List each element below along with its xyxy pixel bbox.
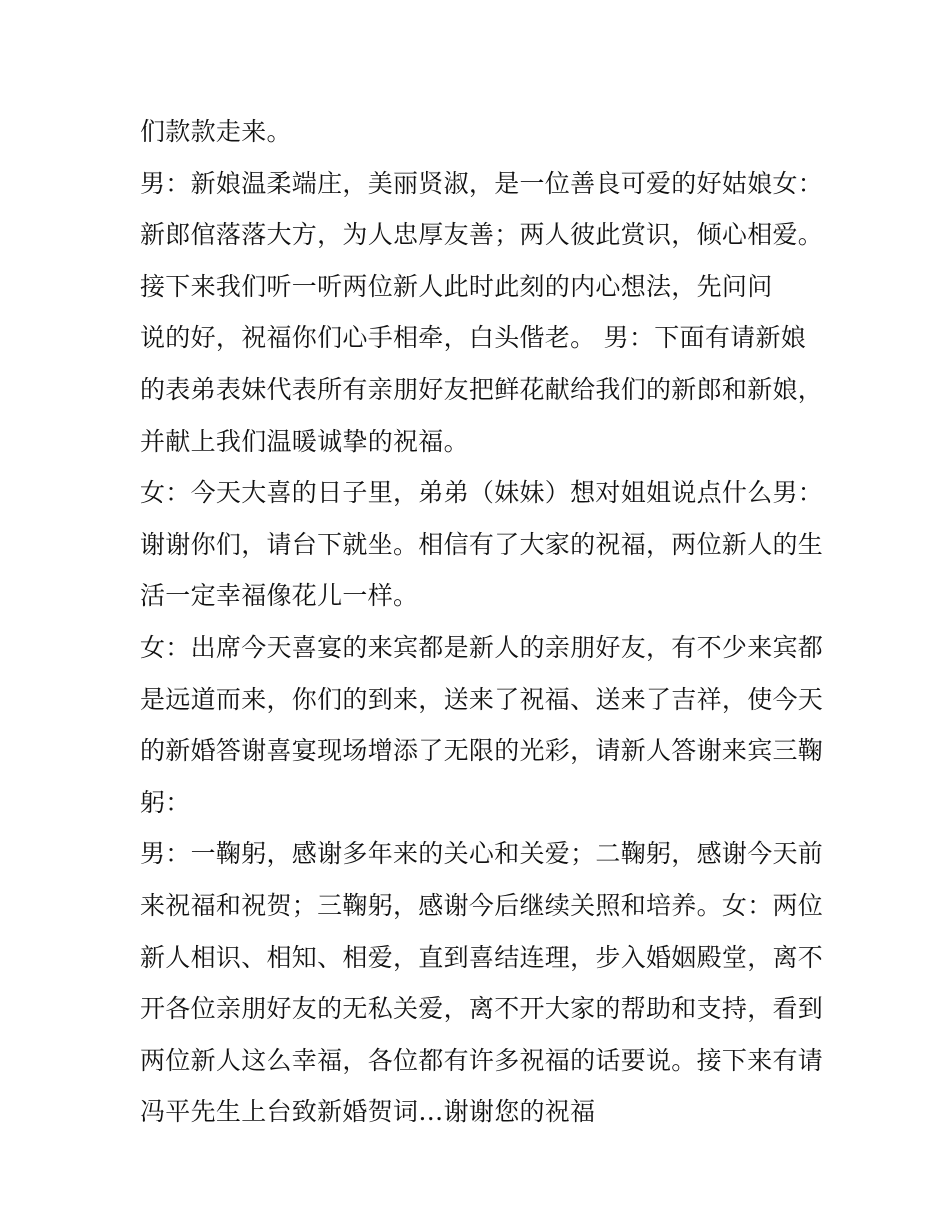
- document-body: [140, 106, 824, 1138]
- text-line: 的表弟表妹代表所有亲朋好友把鲜花献给我们的新郎和新娘，: [140, 374, 824, 404]
- text-line: 女：今天大喜的日子里，弟弟（妹妹）想对姐姐说点什么男：: [140, 478, 824, 508]
- text-line: 女：出席今天喜宴的来宾都是新人的亲朋好友，有不少来宾都: [140, 632, 824, 662]
- text-line: 新郎倌落落大方，为人忠厚友善；两人彼此赏识，倾心相爱。: [140, 220, 824, 250]
- text-line: 活一定幸福像花儿一样。: [140, 581, 419, 611]
- text-line: 新人相识、相知、相爱，直到喜结连理，步入婚姻殿堂，离不: [140, 942, 824, 972]
- text-line: 来祝福和祝贺；三鞠躬，感谢今后继续关照和培养。女：两位: [140, 890, 824, 920]
- text-line: 两位新人这么幸福，各位都有许多祝福的话要说。接下来有请: [140, 1045, 824, 1075]
- text-line: 男：新娘温柔端庄，美丽贤淑，是一位善良可爱的好姑娘女：: [140, 168, 824, 198]
- text-line: 谢谢你们，请台下就坐。相信有了大家的祝福，两位新人的生: [140, 529, 824, 559]
- text-line: 躬：: [140, 787, 191, 817]
- text-line: 接下来我们听一听两位新人此时此刻的内心想法，先问问: [140, 271, 773, 301]
- text-line: 冯平先生上台致新婚贺词…谢谢您的祝福: [140, 1097, 596, 1127]
- text-line: 说的好，祝福你们心手相牵，白头偕老。 男：下面有请新娘: [140, 323, 807, 353]
- text-line: 并献上我们温暖诚挚的祝福。: [140, 426, 469, 456]
- text-line: 是远道而来，你们的到来，送来了祝福、送来了吉祥，使今天: [140, 684, 824, 714]
- text-line: 们款款走来。: [140, 117, 292, 146]
- text-line: 男：一鞠躬，感谢多年来的关心和关爱；二鞠躬，感谢今天前: [140, 839, 824, 869]
- text-line: 的新婚答谢喜宴现场增添了无限的光彩，请新人答谢来宾三鞠: [140, 736, 824, 766]
- text-line: 开各位亲朋好友的无私关爱，离不开大家的帮助和支持，看到: [140, 994, 824, 1024]
